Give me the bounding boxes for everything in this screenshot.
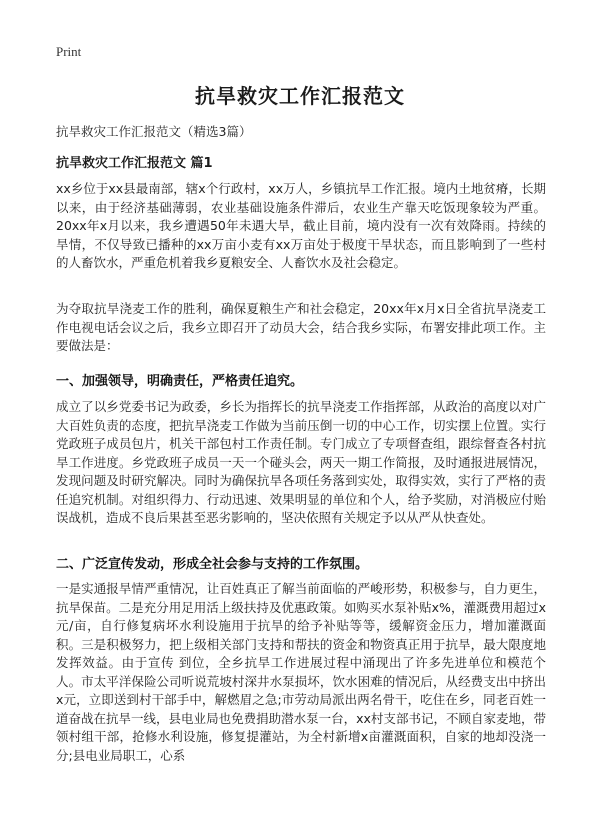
document-subtitle: 抗旱救灾工作汇报范文（精选3篇） [56,124,252,139]
paragraph-publicity: 一是实通报旱情严重情况，让百姓真正了解当前面临的严峻形势，积极参与，自力更生，抗旱保苗。二是充分用足用活上级扶持及优惠政策。如购买水泵补贴x%，灌溉费用超过x元/亩，自行修复病坏水利设施用于抗旱的给予补贴等等，缓解资金压力，增加灌溉面积。三是积极努力，把上级相关部门支持和帮扶的资金和物资真正用于抗旱，最大限度地发挥效益。由于宣传 到位，全乡抗旱工作进展过程中涌现出了许多先进单位和模范个人。市太平洋保险公司听说荒坡村深井水泵损坏，饮水困难的情况后，从经费支出中挤出x元，立即送到村干部手中，解燃眉之急;市劳动局派出两名骨干，吃住在乡，同老百姓一道奋战在抗旱一线，县电业局也免费捐助潜水泵一台，xx村支部书记，不顾自家麦地，带领村组干部，抢修水利设施，修复提灌站，为全村新增x亩灌溉面积，自家的地却没浇一分;县电业局职工，心系 [56,581,546,763]
paragraph-leadership: 成立了以乡党委书记为政委，乡长为指挥长的抗旱浇麦工作指挥部，从政治的高度以对广大百姓负责的态度，把抗旱浇麦工作做为当前压倒一切的中心工作，切实摆上位置。实行党政班子成员包片，机关干部包村工作责任制。专门成立了专项督查组，跟综督查各村抗旱工作进度。乡党政班子成员一天一个碰头会，两天一期工作简报，及时通报进展情况，发现问题及时研究解决。同时为确保抗旱各项任务落到实处，取得实效，实行了严格的责任追究机制。对组织得力、行动迅速、效果明显的单位和个人，给予奖励，对消极应付贻误战机，造成不良后果甚至恶劣影响的，坚决依照有关规定予以从严从快查处。 [56,399,546,525]
heading-publicity: 二、广泛宣传发动，形成全社会参与支持的工作氛围。 [56,557,369,572]
section-title: 抗旱救灾工作汇报范文 篇1 [56,156,213,171]
heading-leadership: 一、加强领导，明确责任，严格责任追究。 [56,374,304,389]
document-title: 抗旱救灾工作汇报范文 [195,84,405,108]
paragraph-measures: 为夺取抗旱浇麦工作的胜利，确保夏粮生产和社会稳定，20xx年x月x日全省抗旱浇麦工作电视电话会议之后，我乡立即召开了动员大会，结合我乡实际，布署安排此项工作。主要做法是： [56,301,546,353]
paragraph-intro: xx乡位于xx县最南部，辖x个行政村，xx万人，乡镇抗旱工作汇报。境内土地贫瘠，长期以来，由于经济基础薄弱，农业基础设施条件滞后，农业生产靠天吃饭现象较为严重。20xx年x月以来，我乡遭遇50年未遇大旱，截止目前，境内没有一次有效降雨。持续的旱情，不仅导致已播种的xx万亩小麦有xx万亩处于极度干旱状态，而且影响到了一些村的人畜饮水，严重危机着我乡夏粮安全、人畜饮水及社会稳定。 [56,181,546,270]
print-link[interactable]: Print [56,44,82,59]
